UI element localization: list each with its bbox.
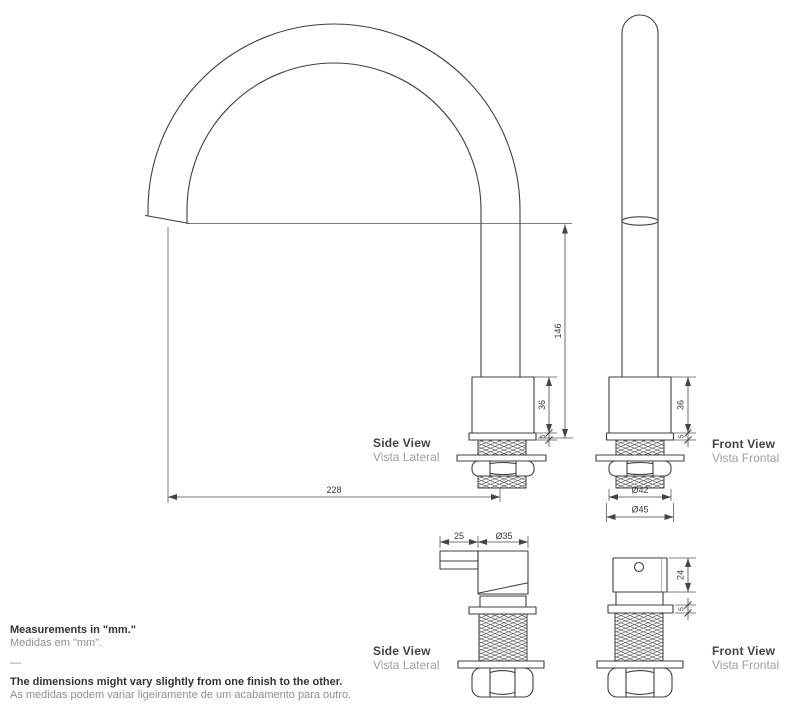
view-label-en: Front View (712, 437, 776, 451)
nut-outline (472, 668, 533, 697)
nut-outline (609, 461, 671, 476)
nut-facets (490, 461, 516, 476)
cartridge-tilt-line (479, 583, 527, 593)
nut-outline (472, 461, 534, 476)
washer-plate (457, 455, 546, 461)
mounting-threads-upper (478, 440, 526, 455)
top-side-view-label (373, 437, 440, 464)
top-front-view-label (712, 438, 779, 465)
note-disclaimer-en: The dimensions might vary slightly from one finish to the other. (10, 676, 343, 688)
mounting-nut (472, 461, 534, 476)
washer-plate (597, 661, 683, 668)
dim-5: 5 (678, 434, 686, 439)
nut-outline (608, 668, 672, 697)
handle-side-view (440, 551, 544, 697)
base-body (472, 377, 534, 433)
spout-front-view (596, 15, 684, 488)
spout-side-view (146, 24, 547, 488)
mounting-nut (609, 461, 671, 476)
nut-facets (626, 668, 654, 697)
view-label-pt: Vista Frontal (712, 657, 780, 672)
dim-228: 228 (326, 485, 342, 495)
note-disclaimer-pt: As medidas podem variar ligeiramente de um acabamento para outro. (10, 689, 352, 701)
view-label-pt: Vista Lateral (373, 449, 440, 464)
mounting-nut (472, 668, 533, 697)
collar (616, 592, 663, 605)
dim-d45: Ø45 (631, 504, 649, 515)
notes-block (10, 624, 351, 702)
mounting-threads-upper (616, 440, 664, 455)
dim-36: 36 (537, 399, 547, 411)
handle-front-view (597, 558, 683, 697)
spout-outline (146, 24, 521, 377)
view-label-pt: Vista Frontal (712, 450, 780, 465)
tube-outline (622, 15, 658, 377)
dim-24: 24 (675, 569, 686, 581)
dim-36: 36 (675, 399, 686, 411)
dim-5: 5 (678, 607, 686, 611)
base-flange (607, 433, 674, 440)
spout-opening (622, 217, 658, 225)
handle-side-dimensions (440, 531, 528, 548)
dim-d42: Ø42 (631, 485, 649, 495)
note-measurements-en: Measurements in "mm." (10, 624, 136, 636)
handle-front-dimensions (665, 558, 696, 620)
base-body (609, 377, 671, 433)
mounting-threads (479, 614, 527, 661)
lever (440, 551, 478, 569)
view-label-pt: Vista Lateral (373, 657, 440, 672)
washer-plate (458, 661, 544, 668)
view-label-en: Side View (373, 436, 431, 450)
mounting-nut (608, 668, 672, 697)
collar (480, 596, 526, 607)
view-label-en: Side View (373, 644, 431, 658)
note-separator: — (10, 657, 21, 669)
base-flange (469, 433, 536, 440)
dim-146: 146 (553, 323, 563, 339)
bottom-front-view-label (712, 645, 779, 672)
dim-5: 5 (540, 434, 547, 439)
nut-facets (490, 668, 515, 697)
washer-plate (596, 455, 684, 461)
note-measurements-pt: Medidas em "mm". (10, 637, 103, 649)
mounting-threads (615, 613, 663, 661)
bottom-side-view-label (373, 645, 440, 672)
dim-25: 25 (453, 531, 465, 541)
lever-end (635, 563, 644, 572)
base-flange (469, 607, 536, 614)
dim-d35: Ø35 (495, 531, 513, 541)
view-label-en: Front View (712, 644, 776, 658)
base-flange (608, 605, 673, 613)
nut-facets (627, 461, 653, 476)
mounting-threads-lower (478, 476, 526, 488)
